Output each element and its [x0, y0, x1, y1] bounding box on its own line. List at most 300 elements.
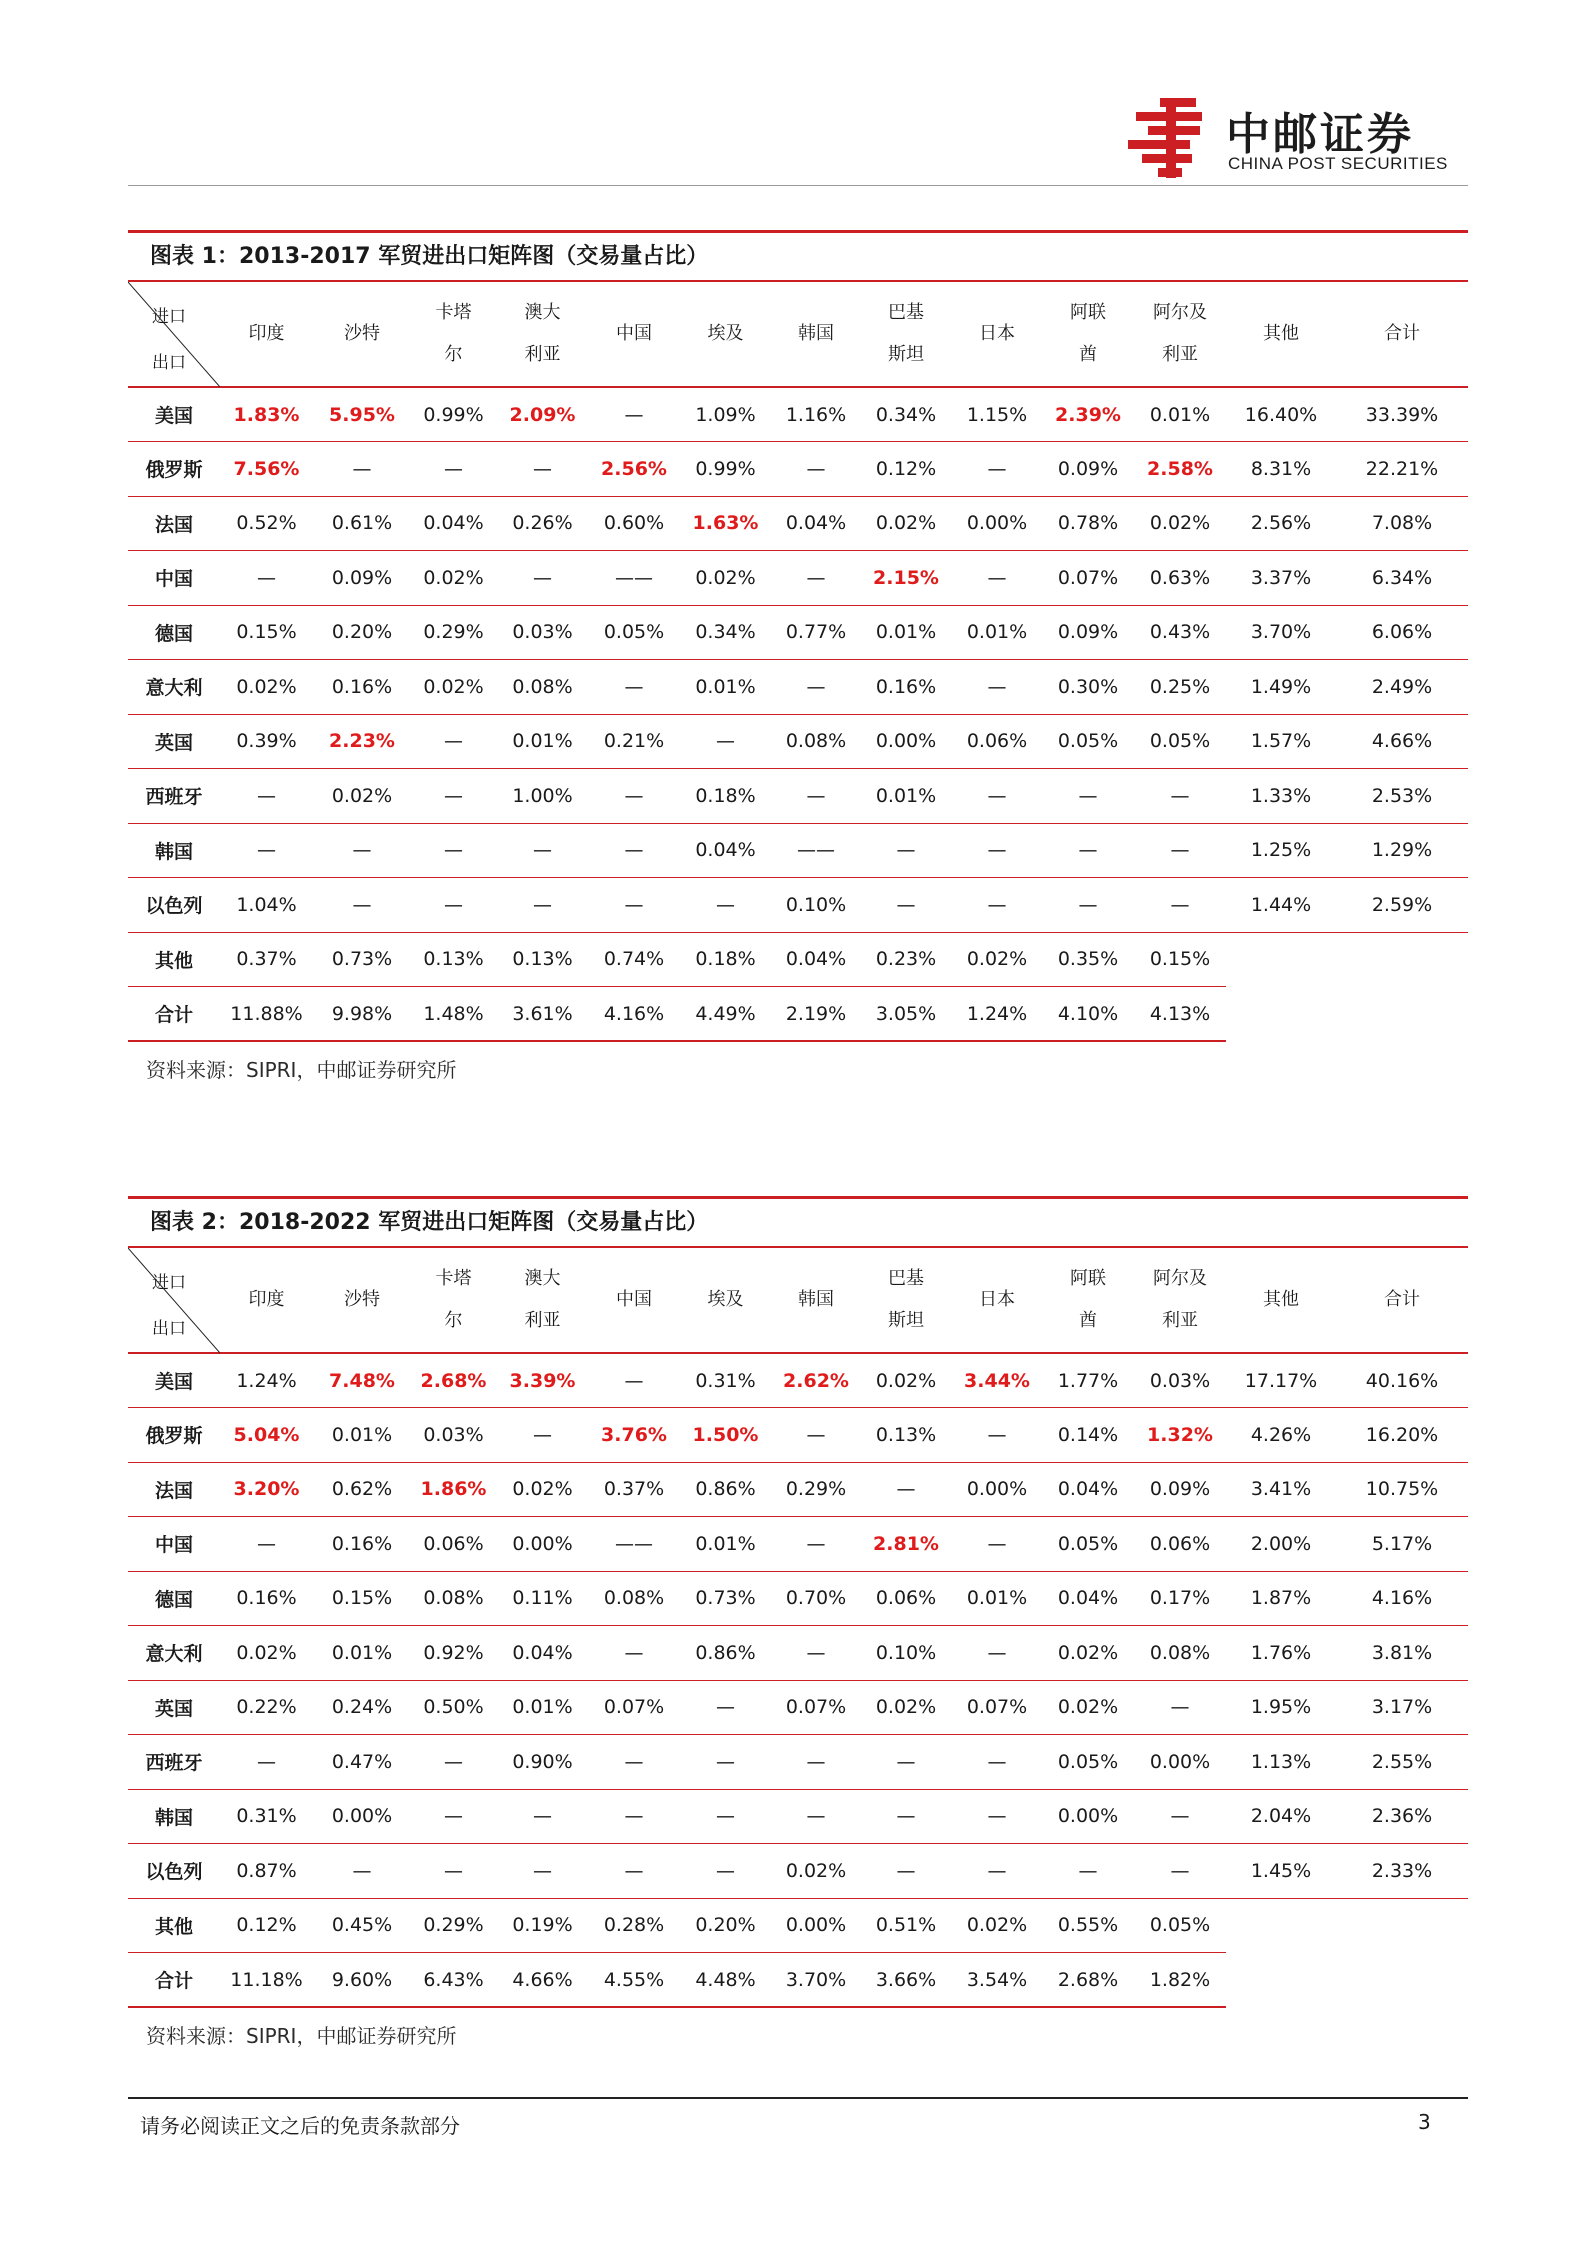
table-cell: 4.16%	[1336, 1571, 1468, 1626]
column-header-label: 利亚	[1162, 1310, 1198, 1331]
figure-title: 图表 2：2018-2022 军贸进出口矩阵图（交易量占比）	[128, 1196, 1468, 1248]
table-cell: 0.03%	[1134, 1353, 1226, 1408]
row-header: 韩国	[128, 823, 220, 878]
table-cell: 2.00%	[1226, 1517, 1336, 1572]
column-header-label: 埃及	[707, 323, 744, 344]
table-cell: —	[1042, 1844, 1134, 1899]
table-cell: —	[860, 1789, 952, 1844]
table-cell: 0.24%	[313, 1680, 411, 1735]
table-cell: —	[411, 714, 496, 769]
table-row	[128, 878, 1468, 933]
table-cell: —	[1134, 1844, 1226, 1899]
table-cell: 0.08%	[589, 1571, 679, 1626]
table-cell: —	[952, 1626, 1042, 1681]
table-row	[128, 605, 1468, 660]
column-header	[952, 1248, 1042, 1353]
figure-1	[128, 230, 1468, 1083]
table-cell: 0.04%	[496, 1626, 589, 1681]
table-cell: —	[772, 1626, 860, 1681]
table-cell: 2.39%	[1042, 387, 1134, 442]
table-cell: —	[679, 1735, 772, 1790]
table-cell: —	[679, 1844, 772, 1899]
table-cell: 0.29%	[411, 1898, 496, 1953]
table-cell: 0.04%	[772, 932, 860, 987]
table-cell: 0.47%	[313, 1735, 411, 1790]
column-header	[1336, 1248, 1468, 1353]
table-cell: 0.13%	[496, 932, 589, 987]
table-cell: 11.18%	[220, 1953, 313, 2008]
column-header-label: 合计	[1384, 1289, 1420, 1310]
table-cell: 0.99%	[411, 387, 496, 442]
table-cell: 3.70%	[772, 1953, 860, 2008]
table-cell: 3.66%	[860, 1953, 952, 2008]
column-header-label: 其他	[1263, 1289, 1299, 1310]
empty-cell	[1336, 932, 1468, 987]
table-cell: 0.86%	[679, 1462, 772, 1517]
table-cell: 0.28%	[589, 1898, 679, 1953]
table-cell: —	[411, 1844, 496, 1899]
table-row	[128, 1353, 1468, 1408]
table-cell: —	[772, 1408, 860, 1463]
column-header	[496, 1248, 589, 1353]
table-cell: 0.43%	[1134, 605, 1226, 660]
table-cell: —	[772, 551, 860, 606]
table-cell: 0.35%	[1042, 932, 1134, 987]
table-cell: —	[1134, 1789, 1226, 1844]
table-cell: 0.02%	[1134, 496, 1226, 551]
table-cell: 0.17%	[1134, 1571, 1226, 1626]
table-cell: 0.00%	[772, 1898, 860, 1953]
table-cell: —	[220, 551, 313, 606]
table-cell: —	[952, 1408, 1042, 1463]
table-cell: —	[496, 551, 589, 606]
table-cell: —	[1134, 769, 1226, 824]
table-cell: 0.01%	[679, 1517, 772, 1572]
table-cell: 0.07%	[1042, 551, 1134, 606]
table-cell: 1.77%	[1042, 1353, 1134, 1408]
table-cell: 0.00%	[1042, 1789, 1134, 1844]
table-cell: 1.48%	[411, 987, 496, 1042]
column-header-label: 阿尔及	[1153, 1268, 1207, 1289]
import-axis-label: 进口	[152, 307, 186, 327]
table-cell: 6.43%	[411, 1953, 496, 2008]
table-cell: 0.01%	[952, 605, 1042, 660]
column-header-label: 卡塔	[435, 302, 472, 323]
table-cell: 1.00%	[496, 769, 589, 824]
table-cell: 1.76%	[1226, 1626, 1336, 1681]
table-cell: —	[589, 1626, 679, 1681]
table-cell: 3.76%	[589, 1408, 679, 1463]
table-cell: 0.01%	[860, 769, 952, 824]
table-cell: 2.56%	[1226, 496, 1336, 551]
table-cell: 0.30%	[1042, 660, 1134, 715]
table-cell: 0.04%	[1042, 1462, 1134, 1517]
row-header: 西班牙	[128, 769, 220, 824]
table-cell: 0.29%	[772, 1462, 860, 1517]
table-cell: 0.07%	[772, 1680, 860, 1735]
table-cell: 0.01%	[952, 1571, 1042, 1626]
table-cell: 7.08%	[1336, 496, 1468, 551]
logo-english-name: CHINA POST SECURITIES	[1228, 154, 1448, 173]
column-header	[679, 282, 772, 387]
table-cell: 33.39%	[1336, 387, 1468, 442]
table-cell: 7.56%	[220, 442, 313, 497]
table-cell: 0.01%	[496, 1680, 589, 1735]
table-cell: 0.02%	[220, 1626, 313, 1681]
table-cell: 0.29%	[411, 605, 496, 660]
table-cell: 0.34%	[860, 387, 952, 442]
table-cell: 5.04%	[220, 1408, 313, 1463]
table-cell: 3.37%	[1226, 551, 1336, 606]
row-header: 其他	[128, 1898, 220, 1953]
table-cell: 1.49%	[1226, 660, 1336, 715]
table-cell: 0.62%	[313, 1462, 411, 1517]
column-header-label: 斯坦	[888, 344, 924, 365]
table-cell: 0.86%	[679, 1626, 772, 1681]
row-header: 法国	[128, 496, 220, 551]
table-cell: —	[496, 823, 589, 878]
row-header: 俄罗斯	[128, 1408, 220, 1463]
table-cell: 2.68%	[1042, 1953, 1134, 2008]
table-cell: —	[1042, 823, 1134, 878]
table-cell: 0.74%	[589, 932, 679, 987]
table-cell: 0.02%	[772, 1844, 860, 1899]
table-cell: 5.17%	[1336, 1517, 1468, 1572]
header-row	[128, 282, 1468, 387]
table-cell: 0.02%	[952, 1898, 1042, 1953]
company-logo	[1128, 96, 1468, 181]
empty-cell	[1226, 987, 1336, 1042]
table-cell: —	[952, 769, 1042, 824]
table-cell: —	[411, 878, 496, 933]
empty-cell	[1226, 932, 1336, 987]
table-cell: 1.24%	[220, 1353, 313, 1408]
table-cell: 0.00%	[496, 1517, 589, 1572]
column-header	[772, 282, 860, 387]
table-row	[128, 987, 1468, 1042]
table-cell: 2.81%	[860, 1517, 952, 1572]
table-cell: —	[952, 660, 1042, 715]
table-cell: 0.04%	[1042, 1571, 1134, 1626]
table-cell: —	[1042, 769, 1134, 824]
column-header	[589, 1248, 679, 1353]
table-cell: 1.25%	[1226, 823, 1336, 878]
table-cell: 0.16%	[313, 660, 411, 715]
table-cell: 0.02%	[952, 932, 1042, 987]
table-cell: 0.70%	[772, 1571, 860, 1626]
table-cell: 1.82%	[1134, 1953, 1226, 2008]
row-header: 美国	[128, 1353, 220, 1408]
table-cell: 0.06%	[952, 714, 1042, 769]
column-header-label: 阿联	[1070, 302, 1106, 323]
table-cell: —	[220, 769, 313, 824]
table-cell: 0.16%	[220, 1571, 313, 1626]
column-header-label: 澳大	[524, 1268, 561, 1289]
table-cell: 17.17%	[1226, 1353, 1336, 1408]
table-cell: 16.20%	[1336, 1408, 1468, 1463]
row-header: 法国	[128, 1462, 220, 1517]
table-cell: —	[860, 1462, 952, 1517]
table-cell: 0.87%	[220, 1844, 313, 1899]
table-cell: 0.13%	[411, 932, 496, 987]
table-cell: 1.13%	[1226, 1735, 1336, 1790]
table-cell: 0.07%	[952, 1680, 1042, 1735]
table-cell: —	[952, 1844, 1042, 1899]
table-cell: 0.45%	[313, 1898, 411, 1953]
table-cell: 0.05%	[589, 605, 679, 660]
column-header-label: 沙特	[344, 323, 380, 344]
table-cell: ——	[772, 823, 860, 878]
row-header: 韩国	[128, 1789, 220, 1844]
table-cell: —	[772, 442, 860, 497]
row-header: 以色列	[128, 1844, 220, 1899]
table-cell: 6.06%	[1336, 605, 1468, 660]
column-header	[1336, 282, 1468, 387]
table-cell: 0.92%	[411, 1626, 496, 1681]
row-header: 俄罗斯	[128, 442, 220, 497]
export-axis-label: 出口	[152, 353, 186, 373]
table-cell: 0.09%	[1042, 605, 1134, 660]
table-cell: 4.10%	[1042, 987, 1134, 1042]
table-row	[128, 1517, 1468, 1572]
table-cell: 9.60%	[313, 1953, 411, 2008]
table-cell: 0.06%	[1134, 1517, 1226, 1572]
table-cell: 4.55%	[589, 1953, 679, 2008]
table-cell: —	[220, 823, 313, 878]
table-cell: 0.00%	[313, 1789, 411, 1844]
table-cell: 0.18%	[679, 932, 772, 987]
table-cell: —	[313, 823, 411, 878]
china-post-logo-icon	[1128, 98, 1210, 178]
corner-header-cell	[128, 1248, 220, 1353]
footer-divider	[128, 2097, 1468, 2099]
table-row	[128, 442, 1468, 497]
column-header-label: 日本	[979, 1289, 1015, 1310]
table-cell: 1.45%	[1226, 1844, 1336, 1899]
table-cell: 3.17%	[1336, 1680, 1468, 1735]
table-cell: 2.33%	[1336, 1844, 1468, 1899]
table-cell: 2.59%	[1336, 878, 1468, 933]
empty-cell	[1336, 1953, 1468, 2008]
table-cell: —	[313, 1844, 411, 1899]
table-cell: —	[679, 878, 772, 933]
table-cell: —	[679, 1680, 772, 1735]
table-cell: 1.04%	[220, 878, 313, 933]
table-cell: 0.02%	[860, 1353, 952, 1408]
table-cell: 0.05%	[1134, 714, 1226, 769]
table-cell: 2.49%	[1336, 660, 1468, 715]
table-cell: 0.15%	[1134, 932, 1226, 987]
table-cell: —	[952, 551, 1042, 606]
table-cell: 2.53%	[1336, 769, 1468, 824]
empty-cell	[1226, 1898, 1336, 1953]
table-cell: —	[313, 878, 411, 933]
page-number: 3	[1418, 2110, 1431, 2134]
table-cell: 0.20%	[679, 1898, 772, 1953]
column-header-label: 阿联	[1070, 1268, 1106, 1289]
table-cell: 0.20%	[313, 605, 411, 660]
import-axis-label: 进口	[152, 1273, 186, 1293]
table-cell: 0.15%	[220, 605, 313, 660]
table-cell: 2.56%	[589, 442, 679, 497]
table-cell: 0.77%	[772, 605, 860, 660]
table-cell: 0.05%	[1134, 1898, 1226, 1953]
empty-cell	[1336, 987, 1468, 1042]
table-cell: —	[860, 878, 952, 933]
table-cell: 3.05%	[860, 987, 952, 1042]
table-cell: 0.02%	[860, 496, 952, 551]
table-row	[128, 1408, 1468, 1463]
table-cell: 0.19%	[496, 1898, 589, 1953]
table-cell: 0.50%	[411, 1680, 496, 1735]
table-row	[128, 769, 1468, 824]
table-cell: 0.73%	[313, 932, 411, 987]
column-header-label: 斯坦	[888, 1310, 924, 1331]
table-cell: —	[952, 442, 1042, 497]
logo-chinese-name: 中邮证券	[1226, 109, 1414, 160]
table-cell: 22.21%	[1336, 442, 1468, 497]
row-header: 中国	[128, 1517, 220, 1572]
column-header-label: 中国	[616, 323, 652, 344]
trade-matrix-table	[128, 1248, 1468, 2008]
table-cell: 0.01%	[860, 605, 952, 660]
table-cell: —	[411, 823, 496, 878]
table-cell: 3.39%	[496, 1353, 589, 1408]
column-header-label: 利亚	[524, 344, 561, 365]
column-header	[772, 1248, 860, 1353]
table-cell: 7.48%	[313, 1353, 411, 1408]
table-cell: —	[772, 660, 860, 715]
table-cell: 4.49%	[679, 987, 772, 1042]
column-header	[1134, 1248, 1226, 1353]
column-header	[1042, 1248, 1134, 1353]
table-row	[128, 660, 1468, 715]
table-cell: —	[772, 1735, 860, 1790]
column-header	[411, 282, 496, 387]
column-header	[411, 1248, 496, 1353]
column-header-label: 卡塔	[435, 1268, 472, 1289]
table-cell: —	[589, 878, 679, 933]
table-cell: 3.81%	[1336, 1626, 1468, 1681]
table-cell: 3.70%	[1226, 605, 1336, 660]
table-cell: 1.24%	[952, 987, 1042, 1042]
table-cell: 2.23%	[313, 714, 411, 769]
table-cell: —	[220, 1517, 313, 1572]
table-cell: 0.02%	[411, 660, 496, 715]
column-header	[1042, 282, 1134, 387]
table-cell: 0.63%	[1134, 551, 1226, 606]
table-cell: 10.75%	[1336, 1462, 1468, 1517]
table-cell: 0.12%	[860, 442, 952, 497]
table-cell: 0.02%	[411, 551, 496, 606]
table-cell: 0.09%	[1042, 442, 1134, 497]
table-cell: 0.31%	[679, 1353, 772, 1408]
table-cell: —	[860, 1735, 952, 1790]
table-cell: 4.66%	[496, 1953, 589, 2008]
table-cell: 0.09%	[313, 551, 411, 606]
table-cell: 0.02%	[1042, 1680, 1134, 1735]
column-header-label: 酋	[1079, 344, 1097, 365]
table-cell: 0.01%	[313, 1408, 411, 1463]
row-header: 德国	[128, 605, 220, 660]
table-cell: 4.16%	[589, 987, 679, 1042]
table-cell: 0.02%	[496, 1462, 589, 1517]
table-cell: —	[589, 1789, 679, 1844]
column-header-label: 其他	[1263, 323, 1299, 344]
table-cell: 4.48%	[679, 1953, 772, 2008]
table-cell: —	[496, 1408, 589, 1463]
table-cell: —	[313, 442, 411, 497]
table-cell: 0.37%	[589, 1462, 679, 1517]
table-body	[128, 387, 1468, 1041]
table-cell: 0.90%	[496, 1735, 589, 1790]
table-cell: —	[496, 1789, 589, 1844]
table-cell: 0.02%	[860, 1680, 952, 1735]
column-header-label: 日本	[979, 323, 1015, 344]
table-cell: —	[860, 823, 952, 878]
column-header-label: 利亚	[1162, 344, 1198, 365]
table-cell: —	[496, 442, 589, 497]
table-row	[128, 1953, 1468, 2008]
column-header	[496, 282, 589, 387]
table-cell: 0.10%	[860, 1626, 952, 1681]
table-body	[128, 1353, 1468, 2007]
source-note: 资料来源：SIPRI，中邮证券研究所	[146, 1058, 457, 1082]
column-header-label: 合计	[1384, 323, 1420, 344]
table-cell: 0.11%	[496, 1571, 589, 1626]
table-cell: —	[589, 769, 679, 824]
table-cell: 1.57%	[1226, 714, 1336, 769]
table-cell: 6.34%	[1336, 551, 1468, 606]
trade-matrix-table	[128, 282, 1468, 1042]
table-cell: 0.37%	[220, 932, 313, 987]
row-header: 其他	[128, 932, 220, 987]
table-cell: 40.16%	[1336, 1353, 1468, 1408]
row-header: 意大利	[128, 660, 220, 715]
table-cell: 3.61%	[496, 987, 589, 1042]
figure-2	[128, 1196, 1468, 2049]
table-cell: 0.12%	[220, 1898, 313, 1953]
column-header-label: 澳大	[524, 302, 561, 323]
table-cell: 0.00%	[1134, 1735, 1226, 1790]
table-cell: 0.08%	[411, 1571, 496, 1626]
row-header: 以色列	[128, 878, 220, 933]
table-row	[128, 387, 1468, 442]
column-header-label: 利亚	[524, 1310, 561, 1331]
row-header: 英国	[128, 1680, 220, 1735]
table-cell: 2.58%	[1134, 442, 1226, 497]
table-row	[128, 714, 1468, 769]
table-cell: —	[589, 1735, 679, 1790]
table-row	[128, 1680, 1468, 1735]
table-cell: 1.50%	[679, 1408, 772, 1463]
table-cell: 0.10%	[772, 878, 860, 933]
table-cell: 0.55%	[1042, 1898, 1134, 1953]
table-cell: —	[589, 660, 679, 715]
column-header-label: 巴基	[888, 302, 924, 323]
table-cell: —	[679, 1789, 772, 1844]
table-cell: 0.05%	[1042, 714, 1134, 769]
table-cell: 3.20%	[220, 1462, 313, 1517]
table-cell: —	[411, 769, 496, 824]
table-cell: —	[411, 1789, 496, 1844]
table-cell: —	[772, 769, 860, 824]
table-row	[128, 1898, 1468, 1953]
table-row	[128, 823, 1468, 878]
table-cell: 0.04%	[411, 496, 496, 551]
table-cell: 2.19%	[772, 987, 860, 1042]
table-cell: —	[952, 1517, 1042, 1572]
